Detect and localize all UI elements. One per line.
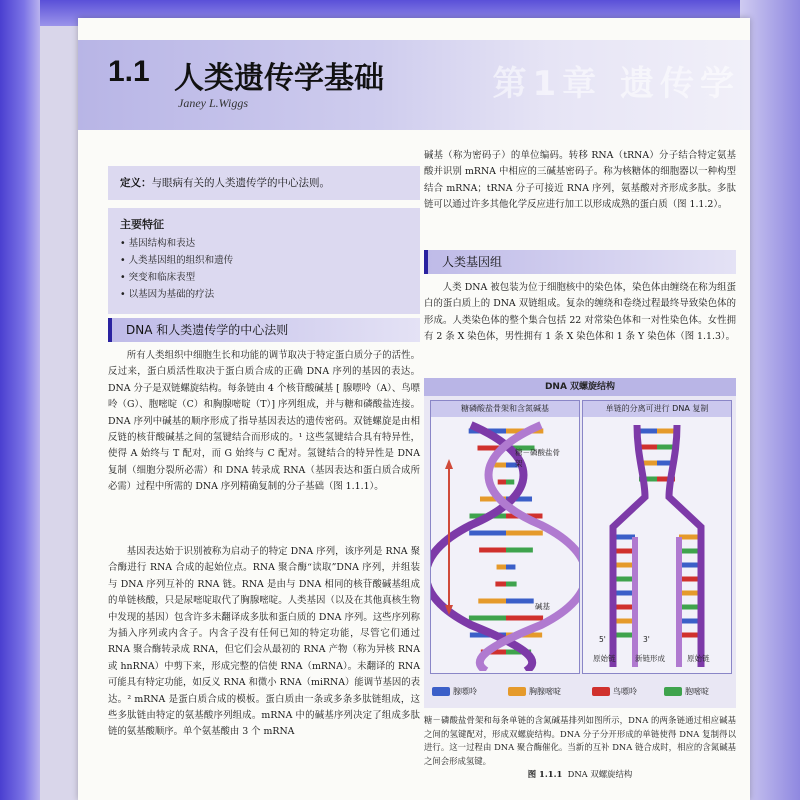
arrow-head-up	[445, 459, 453, 469]
feature-item: • 人类基因组的组织和遗传	[120, 255, 234, 266]
section-number: 1.1	[108, 55, 150, 88]
replication-diagram	[583, 417, 731, 671]
body-paragraph: 基因表达始于识别被称为启动子的特定 DNA 序列，该序列是 RNA 聚合酶进行 RNA 合成的起始位点。RNA 聚合酶“读取”DNA 序列，并组装与 DNA 序列互补的 RNA 链。RNA 是由与 DNA 相同的核苷酸碱基组成的单链核酸，只是尿嘧啶取代了胸腺嘧啶。人类基因（以及在其他真核生物中发现的基因）包含许多未翻译成多肽和蛋白质的 DNA 序列。这些序列称为插入序列或内含子。内含子没有任何已知的特定功能，尽管它们通过 RNA 聚合酶转录成 RNA，但它们会从最初的 RNA 产物（称为异核 RNA 或 hnRNA）中剪下来，形成完整的信使 RNA（mRNA）。未翻译的 RNA 可能具有特定功能，如反义 RNA 和微小 RNA（miRNA）能调节基因的表达。² mRNA 是蛋白质合成的模板。蛋白质由一条或多条多肽链组成，这些多肽链由特定的氨基酸序列组成。mRNA 中的碱基序列决定了组成多肽链的氨基酸顺序。单个氨基酸由 3 个 mRNA	[108, 546, 420, 738]
chapter-watermark: 第1章 遗传学	[492, 64, 740, 104]
legend-thymine: 胸腺嘧啶	[508, 686, 561, 697]
body-paragraph: 人类 DNA 被包装为位于细胞核中的染色体，染色体由缠绕在称为组蛋白的蛋白质上的 DNA 双链组成。复杂的缠绕和卷绕过程最终导致染色体的形成。人类染色体的整个集合包括 22 对常染色体和一对性染色体。女性拥有 2 条 X 染色体，男性拥有 1 条 X 染色体和 1 条 Y 染色体（图 1.1.3）。	[424, 282, 736, 343]
figure-panel-right	[582, 400, 732, 674]
caption-figure-name: DNA 双螺旋结构	[567, 769, 633, 780]
feature-item: • 以基因为基础的疗法	[120, 289, 215, 300]
body-paragraph: 碱基（称为密码子）的单位编码。转移 RNA（tRNA）分子结合特定氨基酸并识别 mRNA 中相应的三碱基密码子。称为核糖体的细胞器以一种构型结合 mRNA；tRNA 分子可接近 RNA 序列，氨基酸对齐形成多肽。多肽链可以通过许多其他化学反应进行加工以形成成熟的蛋白质（图 1.1.2）。	[424, 150, 736, 211]
figure-panel-left	[430, 400, 580, 674]
original-strand-label: 原始链	[687, 654, 710, 663]
feature-item: • 基因结构和表达	[120, 238, 196, 249]
caption-figure-label: 图 1.1.1	[527, 769, 563, 780]
background-edge-left	[0, 0, 40, 800]
section-heading-human-genome: 人类基因组	[424, 250, 736, 274]
five-prime-label: 5'	[599, 635, 606, 644]
original-strand-label: 原始链	[593, 654, 616, 663]
book-page	[78, 18, 750, 800]
feature-item: • 突变和临床表型	[120, 272, 196, 283]
legend-cytosine: 胞嘧啶	[664, 686, 709, 697]
base-label: 碱基	[535, 602, 550, 611]
definition-text: 与眼病有关的人类遗传学的中心法则。	[151, 177, 330, 189]
definition-box	[108, 166, 420, 200]
panel-left-title: 糖磷酸盐骨架和含氮碱基	[431, 401, 579, 417]
legend-guanine: 鸟嘌呤	[592, 686, 637, 697]
replication-strand-2	[669, 425, 701, 667]
section-heading-central-dogma: DNA 和人类遗传学的中心法则	[108, 318, 420, 342]
author-name: Janey L.Wiggs	[178, 96, 248, 110]
replication-strand-1	[613, 425, 645, 667]
backbone-label: 糖－磷酸盐骨架	[515, 448, 560, 468]
caption-text: 糖－磷酸盐骨架和每条单链的含氮碱基排列如图所示，DNA 的两条链通过相应碱基之间的氢键配对，形成双螺旋结构。DNA 分子分开形成的单链使得 DNA 复制得以进行。这一过程由 DNA 聚合酶催化。当新的互补 DNA 链合成时，相应的含氮碱基之间会形成氢键。	[424, 715, 736, 766]
figure-caption	[424, 714, 736, 782]
dna-figure	[424, 378, 736, 708]
key-features-title: 主要特征	[120, 218, 164, 231]
three-prime-label: 3'	[643, 635, 650, 644]
figure-legend	[432, 680, 728, 704]
panel-right-title: 单链的分离可进行 DNA 复制	[583, 401, 731, 417]
key-features-box	[108, 208, 420, 314]
definition-label: 定义：	[120, 177, 152, 189]
legend-adenine: 腺嘌呤	[432, 686, 477, 697]
section-title: 人类遗传学基础	[174, 61, 384, 96]
figure-title: DNA 双螺旋结构	[424, 378, 736, 396]
body-paragraph: 所有人类组织中细胞生长和功能的调节取决于特定蛋白质分子的活性。反过来，蛋白质活性取决于蛋白质合成的正确 DNA 序列的基因的表达。DNA 分子是双链螺旋结构。每条链由 4 个核苷酸碱基 [ 腺嘌呤（A）、鸟嘌呤（G）、胞嘧啶（C）和胸腺嘧啶（T）] 序列组成，并与糖和磷酸盐连接。DNA 序列中碱基的顺序形成了指导基因表达的遗传密码。双链螺旋是由相反链的核苷酸碱基之间的氢键结合而形成的。¹ 这些氢键结合具有特异性，使得 A 始终与 T 配对，而 G 始终与 C 配对。氢键结合的特异性是 DNA 复制（细胞分裂所必需）和 DNA 转录成 RNA（基因表达和蛋白质合成所必需）过程中所需的 DNA 序列精确复制的分子基础（图 1.1.1）。	[108, 350, 420, 493]
new-strand-label: 新链形成	[635, 654, 665, 663]
